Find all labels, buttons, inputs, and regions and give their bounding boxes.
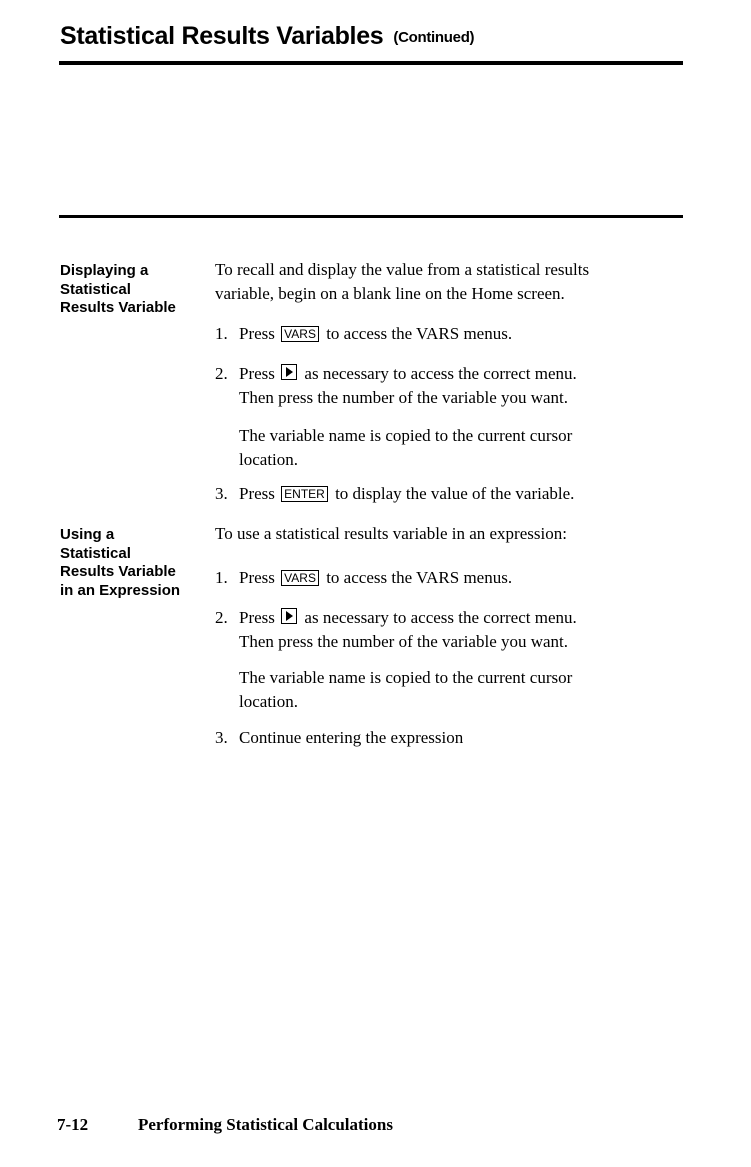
section2-intro-line: To use a statistical results variable in an expression: (215, 524, 567, 543)
step-text-line2: Then press the number of the variable you want. (239, 388, 569, 407)
note-line: location. (239, 692, 299, 711)
note-line: location. (239, 450, 299, 469)
section2-step-2 (215, 606, 577, 654)
step-number: 2. (215, 608, 228, 627)
step-number: 3. (215, 728, 228, 747)
note-line: The variable name is copied to the current cursor (239, 426, 573, 445)
section-divider (59, 215, 683, 218)
page-title (60, 22, 474, 51)
vars-key: VARS (281, 570, 319, 586)
step-number: 1. (215, 324, 228, 343)
step-text: Continue entering the expression (239, 728, 464, 747)
section1-note (239, 424, 572, 472)
section2-step-3 (215, 726, 463, 750)
section1-intro (215, 258, 589, 306)
page-footer (57, 1115, 393, 1135)
section2-heading-line: Results Variable (60, 563, 176, 580)
step-text: to access the VARS menus. (326, 324, 513, 343)
step-text: Press (239, 568, 275, 587)
title-continued: (Continued) (393, 29, 475, 46)
section2-heading-line: Using a (60, 526, 115, 543)
page-number: 7-12 (57, 1115, 89, 1134)
step-number: 1. (215, 568, 228, 587)
section1-heading-line: Statistical (60, 280, 131, 298)
header-rule (59, 61, 683, 65)
enter-key: ENTER (281, 486, 328, 502)
step-text: Press (239, 324, 275, 343)
section1-intro-line: To recall and display the value from a statistical results (215, 260, 590, 279)
step-text-line2: Then press the number of the variable you want. (239, 632, 569, 651)
vars-key: VARS (281, 326, 319, 342)
step-text: Press (239, 364, 275, 383)
step-number: 3. (215, 484, 228, 503)
title-text: Statistical Results Variables (60, 22, 384, 50)
step-text: to access the VARS menus. (326, 568, 513, 587)
step-text: as necessary to access the correct menu. (304, 364, 577, 383)
step-text: as necessary to access the correct menu. (304, 608, 577, 627)
section1-heading (60, 262, 176, 318)
section2-step-1 (215, 566, 512, 590)
section2-heading (60, 526, 180, 600)
section1-step-2 (215, 362, 577, 410)
right-arrow-key-icon (281, 608, 297, 624)
step-text: to display the value of the variable. (335, 484, 575, 503)
step-text: Press (239, 608, 275, 627)
section2-intro (215, 522, 567, 546)
section2-heading-line: in an Expression (60, 581, 181, 599)
section1-heading-line: Displaying a (60, 262, 149, 279)
note-line: The variable name is copied to the current cursor (239, 668, 573, 687)
step-number: 2. (215, 364, 228, 383)
section1-step-1 (215, 322, 512, 346)
section1-heading-line: Results Variable (60, 299, 176, 316)
step-text: Press (239, 484, 275, 503)
section1-intro-line: variable, begin on a blank line on the Home screen. (215, 284, 565, 303)
chapter-title: Performing Statistical Calculations (138, 1115, 393, 1134)
section2-note (239, 666, 572, 714)
right-arrow-key-icon (281, 364, 297, 380)
section2-heading-line: Statistical (60, 544, 131, 562)
section1-step-3 (215, 482, 574, 506)
